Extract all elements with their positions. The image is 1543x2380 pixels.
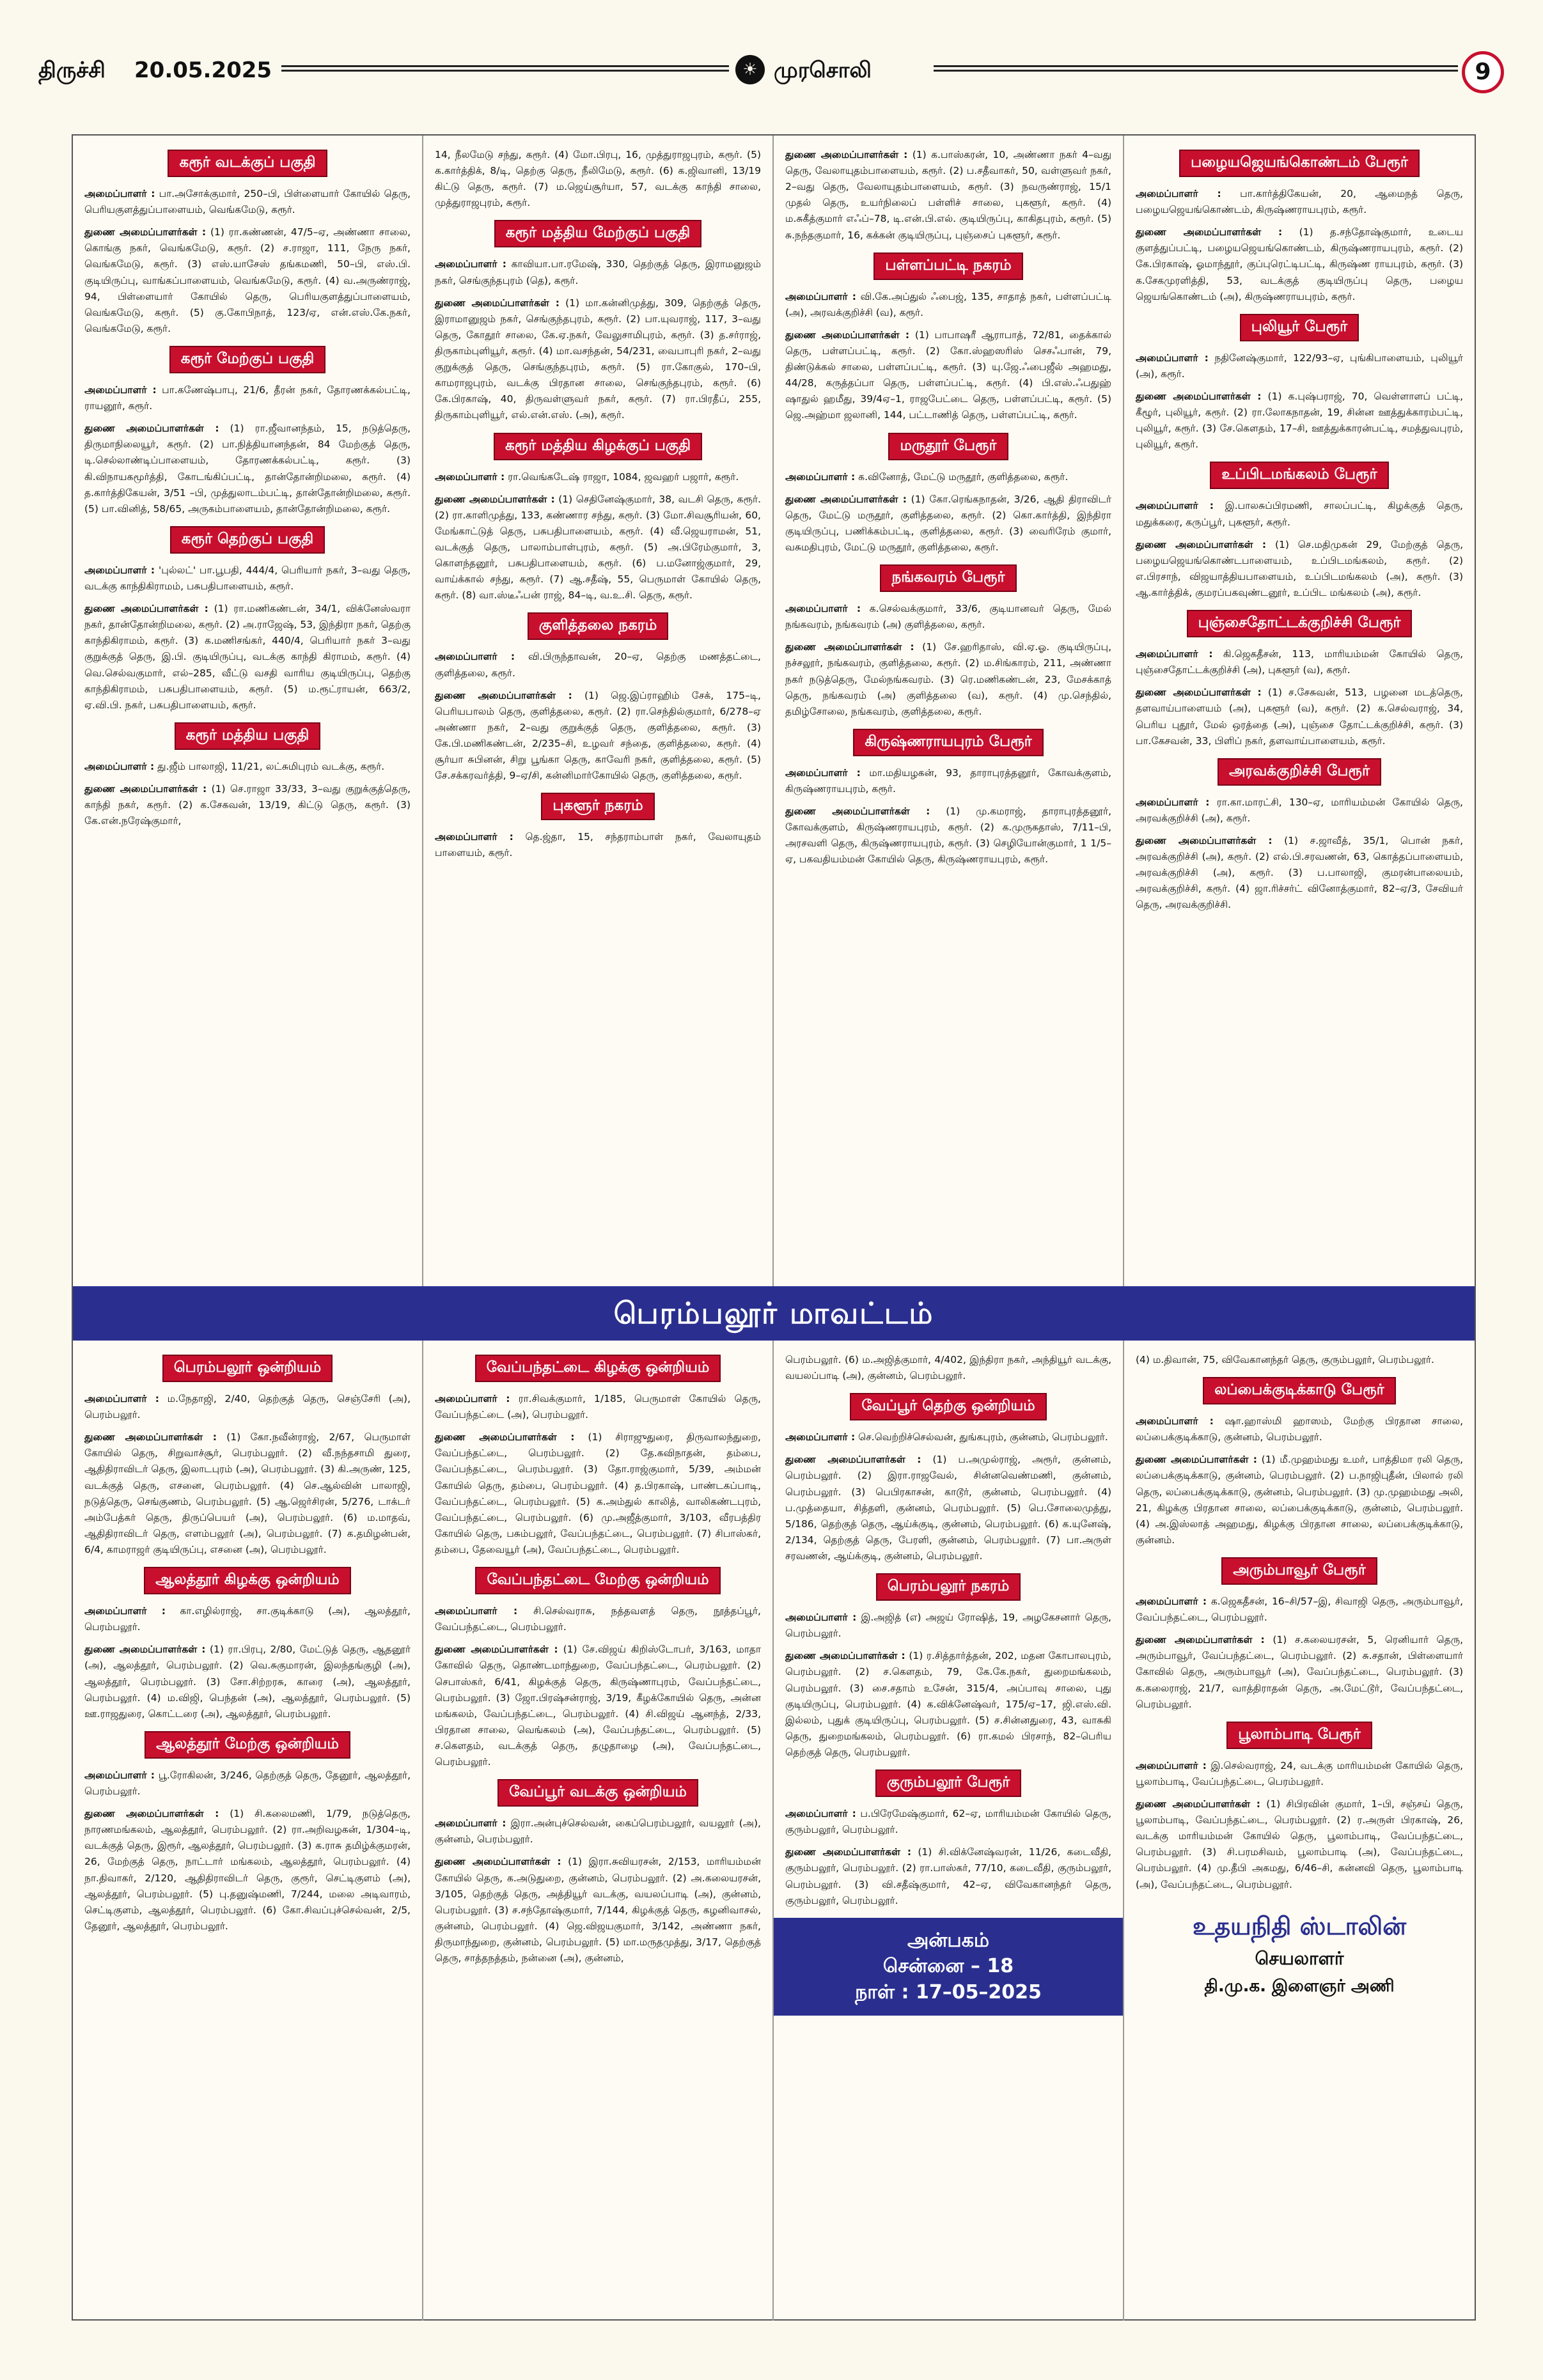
unit-heading: அரவக்குறிச்சி பேரூர் (1218, 758, 1381, 786)
unit-heading: புஞ்சைதோட்டக்குறிச்சி பேரூர் (1187, 610, 1413, 637)
organiser-role-label: அமைப்பாளர் : (435, 1393, 510, 1404)
unit-heading-wrap (1136, 758, 1463, 786)
deputy-details: (1) மீ.முஹம்மது உமர், பாத்திமா ரலி தெரு, லப்பைக்குடிக்காடு, குன்னம், பெரம்பலூர். (2) ப.நாஜிபுதீன், பிலால் ரலி தெரு, லப்பைக்குடிக்காடு, குன்னம், பெரம்பலூர். (3) மு.முஹம்மது அலி, 21, கிழக்கு பிரதான சாலை, லப்பைக்குடிக்காடு, குன்னம், பெரம்பலூர். (4) அ.இஸ்லாத் அஹமது, கிழக்கு பிரதான சாலை, லப்பைக்குடிக்காடு, குன்னம். (1136, 1454, 1464, 1546)
unit-heading: நங்கவரம் பேரூர் (880, 564, 1016, 592)
unit-heading: கரூர் மேற்குப் பகுதி (169, 346, 325, 373)
deputy-role-label: துணை அமைப்பாளர்கள் : (435, 1856, 561, 1868)
unit-heading: குரும்பலூர் பேரூர் (875, 1769, 1021, 1797)
organiser-para (1136, 1758, 1463, 1790)
organiser-details: ரா.சிவக்குமார், 1/185, பெருமாள் கோயில் தெரு, வேப்பந்தட்டை (அ), பெரம்பலூர். (435, 1393, 761, 1421)
organiser-details: இ.செல்வராஜ், 24, வடக்கு மாரியம்மன் கோயில் தெரு, பூலாம்பாடி, வேப்பந்தட்டை, பெரம்பலூர். (1136, 1759, 1463, 1787)
deputy-para (1136, 1452, 1463, 1548)
organiser-role-label: அமைப்பாளர் : (785, 471, 856, 483)
unit-heading-wrap (1136, 314, 1463, 341)
organiser-para (785, 469, 1111, 485)
deputy-para (84, 781, 411, 829)
unit-heading-wrap (1136, 1377, 1463, 1404)
organiser-role-label: அமைப்பாளர் : (1136, 1595, 1207, 1607)
issued-from-line1: அன்பகம் (907, 1929, 990, 1952)
organiser-role-label: அமைப்பாளர் : (1136, 796, 1210, 808)
unit-heading-wrap (1136, 1557, 1463, 1585)
deputy-details: (1) செ.ராஜா 33/33, 3–வது குறுக்குத்தெரு, காந்தி நகர், கரூர். (2) க.சேகவன், 13/19, கிட்டு தெரு, கரூர். (3) கே.என்.நரேஷ்குமார், (84, 782, 411, 827)
unit-entry (785, 147, 1111, 244)
deputy-details: பெரம்பலூர். (6) ம.அஜித்குமார், 4/402, இந்திரா நகர், அந்தியூர் வடக்கு, வயலப்பாடி (அ), குன்னம், பெரம்பலூர். (785, 1354, 1111, 1382)
organiser-role-label: அமைப்பாளர் : (785, 290, 856, 302)
deputy-role-label: துணை அமைப்பாளர்கள் : (84, 423, 219, 435)
unit-entry (84, 526, 411, 713)
organiser-details: இ.பாலசுப்பிரமணி, சாலப்பட்டி, கிழக்குத் தெரு, மதுக்கரை, கருப்பூர், புகளூர், கரூர். (1136, 500, 1463, 528)
unit-entry (1136, 1377, 1463, 1548)
edition-city: திருச்சி (38, 58, 106, 83)
column-3 (774, 136, 1124, 1286)
unit-entry (785, 729, 1111, 868)
organiser-para (785, 1429, 1111, 1445)
organiser-role-label: அமைப்பாளர் : (84, 564, 155, 576)
unit-heading-wrap (1136, 462, 1463, 489)
organiser-para (1136, 646, 1463, 678)
deputy-para (435, 1642, 761, 1770)
deputy-para (1136, 224, 1463, 305)
masthead-rule-right (934, 65, 1458, 72)
deputy-details: (1) ரா.மணிகண்டன், 34/1, விக்னேஸ்வரா நகர், தான்தோன்றிமலை, கரூர். (2) அ.ராஜேஷ், 53, இந்திரா நகர், தெற்கு காந்திகிராமம், கரூர். (3) க.மணிசங்கர், 440/4, பெரியார் நகர் 3–வது குறுக்குத் தெரு, இ.பி. குடியிருப்பு, வடக்கு காந்தி கிராமம், கரூர். (4) வெ.செல்வகுமார், எல்–285, வீட்டு வசதி வாரிய குடியிருப்பு, தெற்கு காந்திகிராமம், பசுபதிபாளையம், கரூர். (5) ம.ரூட்ராயன், 663/2, ஏ.வி.பி. நகர், பசுபதிபாளையம், கரூர். (84, 603, 411, 711)
unit-entry (1136, 610, 1463, 749)
organiser-role-label: அமைப்பாளர் : (84, 384, 157, 396)
deputy-para (435, 1854, 761, 1966)
unit-heading-wrap (785, 564, 1111, 592)
deputy-para (435, 1429, 761, 1558)
unit-entry (785, 253, 1111, 424)
unit-heading-wrap (435, 220, 761, 247)
organiser-para (435, 469, 761, 485)
deputy-role-label: துணை அமைப்பாளர்கள் : (435, 297, 560, 309)
organiser-role-label: அமைப்பாளர் : (1136, 500, 1214, 512)
signatory-name: உதயநிதி ஸ்டாலின் (1192, 1911, 1407, 1940)
organiser-details: து.ஜீம் பாலாஜி, 11/21, லட்சுமிபுரம் வடக்கு, கரூர். (157, 760, 385, 772)
deputy-para (1136, 1632, 1463, 1713)
unit-heading: பெரம்பலூர் நகரம் (876, 1573, 1021, 1601)
organiser-details: பா.கணேஷ்பாபு, 21/6, தீரன் நகர், தோரணக்கல்பட்டி, ராயனூர், கரூர். (84, 384, 411, 412)
organiser-para (1136, 795, 1463, 827)
deputy-role-label: துணை அமைப்பாளர்கள் : (785, 149, 908, 160)
organiser-role-label: அமைப்பாளர் : (435, 1605, 518, 1617)
organiser-details: கி.ஜெகதீசன், 113, மாரியம்மன் கோயில் தெரு, புஞ்சைதோட்டக்குறிச்சி (அ), புகளூர் (வ), கரூர். (1136, 648, 1463, 676)
unit-heading-wrap (435, 433, 761, 460)
organiser-details: க.ஜெகதீசன், 16–சி/57–இ, சிவாஜி தெரு, அரும்பாவூர், வேப்பந்தட்டை, பெரம்பலூர். (1136, 1595, 1464, 1624)
organiser-details: இ.அஜித் (எ) அஜய் ரோஷித், 19, அழகேசனார் தெரு, பெரம்பலூர். (785, 1612, 1111, 1640)
deputy-para (1136, 1796, 1463, 1893)
unit-heading: கரூர் மத்திய பகுதி (175, 722, 321, 750)
unit-heading-wrap (435, 1355, 761, 1382)
deputy-details: (1) சி.விக்னேஷ்வரன், 11/26, கடைவீதி, குரும்பலூர், பெரம்பலூர். (2) ரா.பாஸ்கர், 77/10, கடைவீதி, குரும்பலூர், பெரம்பலூர். (3) வி.சதீஷ்குமார், 42–ஏ, விவேகானந்தர் தெரு, குரும்பலூர், பெரம்பலூர். (785, 1846, 1111, 1906)
deputy-details: 14, நீலமேடு சந்து, கரூர். (4) மோ.பிரபு, 16, முத்துராஜபுரம், கரூர். (5) க.கார்த்திக், 8/டி, தெற்கு தெரு, நீலிமேடு, கரூர். (6) க.ஜிவானி, 13/19 கிட்டு தெரு, கரூர். (7) ம.ஜெய்சூர்யா, 57, வடக்கு காந்தி சாலை, முத்துராஜபுரம், கரூர். (435, 149, 761, 209)
organiser-details: ரா.வெங்கடேஷ் ராஜா, 1084, ஜவஹர் பஜார், கரூர். (508, 471, 739, 483)
organiser-details: ஷா.ஹாஸ்மி ஹாஸம், மேற்கு பிரதான சாலை, லப்பைக்குடிக்காடு, குன்னம், பெரம்பலூர். (1136, 1415, 1463, 1443)
deputy-para (785, 327, 1111, 424)
organiser-details: பா.அசோக்குமார், 250–பி, பிள்ளையார் கோயில் தெரு, பெரியகுளத்துப்பாளையம், வெங்கமேடு, கரூர். (84, 188, 411, 216)
organiser-details: ப.பிரேமேஷ்குமார், 62–ஏ, மாரியம்மன் கோயில் தெரு, குரும்பலூர், பெரம்பலூர். (785, 1808, 1111, 1836)
organiser-para (84, 1391, 411, 1423)
unit-heading: கரூர் மத்திய கிழக்குப் பகுதி (494, 433, 702, 460)
organiser-details: 'புல்லட்' பா.பூபதி, 444/4, பெரியார் நகர், 3–வது தெரு, வடக்கு காந்திகிராமம், பசுபதிபாளையம், கரூர். (84, 564, 411, 592)
unit-heading: ஆலத்தூர் மேற்கு ஒன்றியம் (145, 1731, 350, 1759)
unit-entry (785, 433, 1111, 556)
masthead (38, 51, 1509, 97)
page-number: 9 (1462, 51, 1504, 93)
unit-heading: குளித்தலை நகரம் (528, 612, 668, 640)
deputy-role-label: துணை அமைப்பாளர்கள் : (785, 493, 907, 505)
unit-heading-wrap (785, 1573, 1111, 1601)
unit-heading: லப்பைக்குடிக்காடு பேரூர் (1203, 1377, 1395, 1404)
page-frame (72, 134, 1476, 2321)
deputy-details: (1) ச.ஜாவீத், 35/1, பொன் நகர், அரவக்குறிச்சி (அ), கரூர். (2) எல்.பி.சரவணன், 63, கொத்தப்பாளையம், அரவக்குறிச்சி (அ), கரூர். (3) ப.பாலாஜி, குமரன்பாலையம், அரவக்குறிச்சி, கரூர். (4) ஜா.ரிச்சர்ட் வினோத்குமார், 82–ஏ/3, சேவியர் தெரு, அரவக்குறிச்சி. (1136, 834, 1463, 911)
karur-section (73, 136, 1475, 1286)
deputy-para (1136, 685, 1463, 749)
deputy-role-label: துணை அமைப்பாளர்கள் : (1136, 834, 1273, 846)
unit-entry (435, 433, 761, 604)
unit-heading: கிருஷ்ணராயபுரம் பேரூர் (853, 729, 1043, 756)
unit-entry (84, 150, 411, 337)
deputy-role-label: துணை அமைப்பாளர்கள் : (84, 226, 207, 238)
organiser-role-label: அமைப்பாளர் : (84, 1605, 166, 1617)
unit-entry (435, 147, 761, 211)
deputy-role-label: துணை அமைப்பாளர்கள் : (785, 1650, 905, 1662)
organiser-role-label: அமைப்பாளர் : (84, 188, 155, 199)
deputy-role-label: துணை அமைப்பாளர்கள் : (84, 1808, 219, 1820)
organiser-details: பா.கார்த்திகேயன், 20, ஆமைநத் தெரு, பழையஜெயங்கொண்டம், கிருஷ்ணராயபுரம், கரூர். (1136, 188, 1463, 216)
deputy-para (84, 1806, 411, 1934)
unit-entry (1136, 758, 1463, 914)
organiser-para (1136, 1413, 1463, 1445)
organiser-para (84, 186, 411, 218)
unit-entry (435, 1567, 761, 1770)
organiser-para (84, 1768, 411, 1800)
deputy-para (785, 147, 1111, 244)
deputy-details: (1) மா.கன்னிமுத்து, 309, தெற்குத் தெரு, இராமானுஜம் நகர், செங்குந்தபுரம், கரூர். (2) பா.யுவராஜ், 117, 3–வது தெரு, கோதூர் சாலை, கே.ஏ.நகர், வேலுசாமிபுரம், கரூர். (3) த.சர்ராஜ், திருகாம்புளியூர், கரூர். (4) மா.வசந்தன், 54/231, வைபாபுரி நகர், 2–வது குறுக்குத் தெரு, செங்குந்தபுரம், கரூர். (5) ரா.கோகுல், 170–பி, காமராஜபுரம், வடக்கு பிரதான சாலை, செங்குந்தபுரம், கரூர். (6) கே.பிரகாஷ், 40, திருவள்ளுவர் நகர், கரூர். (7) ரா.பிரதீப், 255, திருகாம்புளியூர், எல்.என்.எஸ். (அ), கரூர். (435, 297, 762, 421)
unit-heading-wrap (435, 1567, 761, 1594)
unit-entry (1136, 150, 1463, 305)
deputy-para (785, 1648, 1111, 1761)
organiser-para (1136, 1594, 1463, 1626)
organiser-para (785, 1806, 1111, 1838)
deputy-para (785, 1452, 1111, 1564)
organiser-details: பூ.ரோகிலன், 3/246, தெற்குத் தெரு, தேனூர், ஆலத்தூர், பெரம்பலூர். (84, 1769, 411, 1797)
deputy-details: (1) கோ.நவீன்ராஜ், 2/67, பெருமாள் கோயில் தெரு, சிறுவாச்சூர், பெரம்பலூர். (2) வீ.நந்தசாமி துரை, ஆதிதிராவிடர் தெரு, இலாடபுரம் (அ), பெரம்பலூர். (3) கி.அருண், 125, வடக்குத் தெரு, எசனை, பெரம்பலூர். (4) செ.ஆல்வின் பாலாஜி, நடுத்தெரு, செங்குணம், பெரம்பலூர். (5) ஆ.ஜெர்சிரன், 5/276, டாக்டர் அம்பேத்கர் தெரு, திருப்பெயர் (அ), பெரம்பலூர். (6) ம.மாதவ், ஆதிதிராவிடர் தெரு, எளம்பலூர் (அ), பெரம்பலூர். (7) க.தமிழன்பன், 6/4, காமராஜர் குடியிருப்பு, எசனை (அ), பெரம்பலூர். (84, 1431, 411, 1555)
unit-heading-wrap (84, 346, 411, 373)
organiser-para (435, 649, 761, 681)
organiser-details: மா.மதியழகன், 93, தாராபுரத்தனூர், கோவக்குளம், கிருஷ்ணராயபுரம், கரூர். (785, 766, 1111, 795)
deputy-details: (1) கோ.ரெங்கநாதன், 3/26, ஆதி திராவிடர் தெரு, மேட்டு மருதூர், குளித்தலை, கரூர். (2) கொ.கார்த்தி, இந்திரா குடியிருப்பு, பணிக்கம்பட்டி, குளித்தலை, கரூர். (3) வைரிரேம் குமார், வசுமதிபுரம், மேட்டு மருதூர், குளித்தலை, கரூர். (785, 493, 1111, 553)
organiser-role-label: அமைப்பாளர் : (84, 1393, 159, 1404)
deputy-role-label: துணை அமைப்பாளர்கள் : (1136, 1454, 1257, 1466)
deputy-details: (1) சி.கலைமணி, 1/79, நடுத்தெரு, நாரணமங்கலம், ஆலத்தூர், பெரம்பலூர். (2) ரா.அறிவழகன், 1/304–டி, வடக்குத் தெரு, இரூர், ஆலத்தூர், பெரம்பலூர். (3) க.ராசு தமிழ்க்குமரன், 26, மேற்குத் தெரு, நாட்டார் மங்கலம், ஆலத்தூர், பெரம்பலூர். (4) நா.திவாகர், 2/120, ஆதிதிராவிடர் தெரு, குரூர், செட்டிகுளம் (அ), ஆலத்தூர், பெரம்பலூர். (5) பு.தனுஷ்மணி, 7/244, மலை அடிவாரம், செட்டிகுளம், ஆலத்தூர், பெரம்பலூர். (6) கோ.சிவப்புச்செல்வன், 2/5, தேனூர், ஆலத்தூர், பெரம்பலூர். (84, 1808, 411, 1932)
deputy-para (84, 421, 411, 517)
deputy-para (785, 639, 1111, 720)
organiser-details: கா.எழில்ராஜ், சா.குடிக்காடு (அ), ஆலத்தூர், பெரம்பலூர். (84, 1605, 411, 1633)
organiser-details: இரா.அன்புச்செல்வன், கைப்பெரம்பலூர், வயலூர் (அ), குன்னம், பெரம்பலூர். (435, 1817, 761, 1846)
deputy-details: (1) ச.சேசுவன், 513, பழனை மடத்தெரு, தளவாய்பாளையம் (அ), புகளூர் (வ), கரூர். (2) க.செல்வராஜ், 34, பெரிய புதூர், மேல் ஒரத்தை (அ), புஞ்சை தோட்டக்குறிச்சி, கரூர். (3) பா.கேசவன், 33, பிளிப் நகர், தளவாய்பாளையம், கரூர். (1136, 687, 1463, 747)
unit-heading-wrap (785, 433, 1111, 460)
unit-entry (785, 1352, 1111, 1384)
column-1 (73, 1341, 423, 2321)
unit-heading: வேப்பந்தட்டை மேற்கு ஒன்றியம் (475, 1567, 720, 1594)
unit-heading: புகளூர் நகரம் (541, 793, 654, 820)
deputy-role-label: துணை அமைப்பாளர்கள் : (1136, 226, 1283, 238)
organiser-role-label: அமைப்பாளர் : (435, 1817, 506, 1830)
deputy-para (435, 492, 761, 604)
deputy-role-label: துணை அமைப்பாளர்கள் : (1136, 687, 1262, 699)
organiser-para (785, 601, 1111, 633)
organiser-details: வி.கே.அப்துல் ஃபைஜ், 135, சாதாத் நகர், பள்ளப்பட்டி (அ), அரவக்குறிச்சி (வ), கரூர். (785, 290, 1112, 318)
unit-entry (1136, 462, 1463, 601)
organiser-role-label: அமைப்பாளர் : (84, 760, 155, 772)
organiser-para (1136, 350, 1463, 382)
organiser-role-label: அமைப்பாளர் : (785, 1431, 856, 1443)
deputy-details: (1) ரா.கண்ணன், 47/5–ஏ, அண்ணா சாலை, கொங்கு நகர், வெங்கமேடு, கரூர். (2) ச.ராஜா, 111, நேரு நகர், வெங்கமேடு, கரூர். (3) எஸ்.யாசேஸ் தங்கமணி, 50–பி, எஸ்.பி. குடியிருப்பு, வாங்கப்பாளையம், வெங்கமேடு, கரூர். (4) வ.அருண்ராஜ், 94, பிள்ளையார் கோயில் தெரு, பெரியகுளத்துப்பாளையம், வெங்கமேடு, கரூர். (5) கு.கோபிநாத், 123/ஏ, என்.எஸ்.கே.நகர், வெங்கமேடு, கரூர். (84, 226, 411, 334)
deputy-para (1136, 1352, 1463, 1368)
organiser-role-label: அமைப்பாளர் : (84, 1769, 155, 1781)
unit-heading-wrap (785, 1393, 1111, 1420)
deputy-para (84, 601, 411, 713)
deputy-para (435, 688, 761, 784)
unit-heading: மருதூர் பேரூர் (888, 433, 1008, 460)
unit-entry (1136, 1557, 1463, 1713)
deputy-role-label: துணை அமைப்பாளர்கள் : (1136, 1634, 1265, 1646)
unit-entry (785, 564, 1111, 720)
deputy-details: (1) ச.கலையரசன், 5, ரெனியார் தெரு, அரும்பாவூர், வேப்பந்தட்டை, பெரம்பலூர். (2) சு.சதான், பிள்ளையார் கோவில் தெரு, அரும்பாவூர் (அ), வேப்பந்தட்டை, பெரம்பலூர். (3) க.கலைராஜ், 21/7, வாத்திராதன் தெரு, அ.மேட்டூர், வேப்பந்தட்டை, பெரம்பலூர். (1136, 1634, 1463, 1710)
column-3 (774, 1341, 1124, 2321)
deputy-para (1136, 389, 1463, 453)
organiser-role-label: அமைப்பாளர் : (785, 603, 861, 615)
deputy-details: (1) சே.ஹரிதாஸ், வி.ஏ.ஓ. குடியிருப்பு, நச்சலூர், நங்கவரம், குளித்தலை, கரூர். (2) ம.சிங்காரம், 211, அண்ணா நகர் நடுத்தெரு, மேல்நங்கவரம். (3) ரெ.மணிகண்டன், 23, மேசக்காத் தெரு, நங்கவரம் (அ) குளித்தலை (வ), கரூர். (4) மு.செந்தில், தமிழ்சோலை, நங்கவரம், குளித்தலை, கரூர். (785, 641, 1112, 717)
unit-heading: புலியூர் பேரூர் (1240, 314, 1359, 341)
organiser-role-label: அமைப்பாளர் : (1136, 188, 1221, 199)
deputy-para (435, 295, 761, 424)
organiser-role-label: அமைப்பாளர் : (435, 831, 513, 843)
deputy-details: (1) செதினேஷ்குமார், 38, வடசி தெரு, கரூர். (2) ரா.காளிமுத்து, 133, கண்ணார சந்து, கரூர். (3) மோ.சிவசூரியன், 60, மேங்காட்டுத் தெரு, பசுபதிபாளையம், கரூர். (4) வீ.ஜெயராமன், 51, வடக்குத் தெரு, பாலாம்பாள்புரம், கரூர். (5) அ.பிரேம்குமார், 3, கொளந்தனூர், பசுபதிபாளையம், கரூர். (6) ப.மனோஜ்குமார், 29, வாய்க்கால் சந்து, கரூர். (7) ஆ.சதீஷ், 55, பெருமாள் கோயில் தெரு, கரூர். (8) வா.ஸ்டீஃபன் ராஜ், 84–டி, வ.உ.சி. தெரு, கரூர். (435, 493, 762, 602)
deputy-role-label: துணை அமைப்பாளர்கள் : (84, 1644, 206, 1656)
unit-heading-wrap (435, 793, 761, 820)
unit-heading: வேப்பூர் வடக்கு ஒன்றியம் (497, 1779, 698, 1807)
organiser-details: நதினேஷ்குமார், 122/93–ஏ, புங்கிபாளையம், புலியூர் (அ), கரூர். (1136, 352, 1463, 380)
unit-heading-wrap (785, 1769, 1111, 1797)
organiser-role-label: அமைப்பாளர் : (435, 471, 505, 483)
deputy-details: (1) இரா.சுவியரசன், 2/153, மாரியம்மன் கோயில் தெரு, க.அடுதுறை, குன்னம், பெரம்பலூர். (2) அ.கலையரசன், 3/105, தெற்குத் தெரு, அத்தியூர் வடக்கு, வயலப்பாடி (அ), குன்னம், பெரம்பலூர். (3) ச.சந்தோஷ்குமார், 7/144, கிழக்குத் தெரு, கழனிவாசல், குன்னம், பெரம்பலூர். (4) ஜெ.விஜயகுமார், 3/142, அண்ணா நகர், திருமாந்துறை, குன்னம், பெரம்பலூர். (5) மா.மருதமுத்து, 3/17, தெற்குத் தெரு, சாத்தநத்தம், நன்னை (அ), குன்னம், (435, 1856, 761, 1964)
unit-entry (785, 1573, 1111, 1761)
sun-emblem-icon: ☀ (735, 55, 765, 84)
deputy-details: (1) த.சந்தோஷ்குமார், உடைய குளத்துப்பட்டி, பழையஜெயங்கொண்டம், கிருஷ்ணராயபுரம், கரூர். (2) கே.பிரகாஷ், ஓமாந்தூர், குப்புரெட்டிபட்டி, கிருஷ்ண ராயபுரம், கரூர். (3) க.சேகமுரளித்தி, 53, வடக்குத் குடியிருப்பு தெரு, பழைய ஜெயங்கொண்டம் (அ), கிருஷ்ணராயபுரம், கரூர். (1136, 226, 1464, 302)
deputy-role-label: துணை அமைப்பாளர்கள் : (435, 493, 555, 505)
deputy-details: (1) ரா.ஜீவானந்தம், 15, நடுத்தெரு, திருமாநிலையூர், கரூர். (2) பா.நித்தியானந்தன், 84 மேற்குத் தெரு, டி.செல்லாண்டிப்பாளையம், தோரணக்கல்பட்டி, கரூர். (3) கி.விநாயகமூர்த்தி, கோடங்கிப்பட்டி, தான்தோன்றிமலை, கரூர். (4) த.கார்த்திகேயன், 3/51 –பி, முத்துலாடம்பட்டி, தான்தோன்றிமலை, கரூர். (5) பா.வினித், 58/65, அருகம்பாளையம், தான்தோன்றிமலை, கரூர். (84, 423, 411, 515)
unit-heading: அரும்பாவூர் பேரூர் (1221, 1557, 1377, 1585)
unit-heading-wrap (84, 526, 411, 554)
unit-heading-wrap (435, 612, 761, 640)
masthead-rule-left (281, 65, 729, 72)
organiser-para (435, 1603, 761, 1635)
organiser-para (1136, 186, 1463, 218)
unit-heading-wrap (435, 1779, 761, 1807)
column-2 (423, 136, 774, 1286)
deputy-role-label: துணை அமைப்பாளர்கள் : (435, 1644, 558, 1656)
issued-from-line2: சென்னை – 18 (882, 1955, 1014, 1978)
unit-entry (435, 612, 761, 784)
organiser-details: தெ.ஜ்தா, 15, சந்தராம்பாள் நகர், வேலாயுதம் பாளையம், கரூர். (435, 831, 761, 859)
column-4 (1124, 1341, 1475, 2321)
issued-from-box (774, 1918, 1123, 2016)
organiser-details: சி.செல்வராசு, நத்தவளத் தெரு, நூத்தப்பூர், வேப்பந்தட்டை, பெரம்பலூர். (435, 1605, 761, 1633)
signatory-title: செயலாளர் (1255, 1947, 1344, 1969)
newspaper-name: முரசொலி (774, 58, 872, 83)
unit-entry (435, 1779, 761, 1966)
organiser-role-label: அமைப்பாளர் : (785, 766, 861, 779)
unit-heading: உப்பிடமங்கலம் பேரூர் (1210, 462, 1388, 489)
issued-from-line3: நாள் : 17–05–2025 (855, 1980, 1042, 2003)
column-2 (423, 1341, 774, 2321)
unit-heading: கரூர் தெற்குப் பகுதி (170, 526, 325, 554)
edition-date: 20.05.2025 (134, 58, 272, 83)
district-banner: பெரம்பலூர் மாவட்டம் (73, 1286, 1475, 1341)
organiser-details: வி.பிருந்தாவன், 20–ஏ, தெற்கு மணத்தட்டை, குளித்தலை, கரூர். (435, 651, 761, 679)
deputy-role-label: துணை அமைப்பாளர்கள் : (785, 329, 910, 341)
unit-entry (84, 1731, 411, 1934)
organiser-para (785, 289, 1111, 321)
deputy-para (785, 804, 1111, 867)
deputy-para (435, 147, 761, 211)
organiser-para (785, 765, 1111, 797)
organiser-para (84, 1603, 411, 1635)
deputy-details: (1) க.புஷ்பராஜ், 70, வெள்ளாளப் பட்டி, கீழூர், புலியூர், கரூர். (2) ரா.லோகநாதன், 19, சின்ன ஊத்துக்காரம்பட்டி, புலியூர், கரூர். (3) சே.கௌதம், 17–சி, ஊத்துக்காரன்பட்டி, சமத்துவபுரம், புலியூர், கரூர். (1136, 390, 1464, 451)
organiser-para (84, 382, 411, 414)
deputy-para (1136, 833, 1463, 914)
organiser-para (435, 256, 761, 288)
unit-heading: கரூர் மத்திய மேற்குப் பகுதி (494, 220, 702, 247)
unit-heading-wrap (84, 1567, 411, 1594)
unit-heading: பெரம்பலூர் ஒன்றியம் (162, 1355, 333, 1382)
deputy-para (84, 1429, 411, 1558)
signatory-org: தி.மு.க. இளைஞர் அணி (1204, 1976, 1395, 1996)
organiser-details: காவியா.பா.ரமேஷ், 330, தெற்குத் தெரு, இராமனுஜம் நகர், செங்குந்தபுரம் (தெ), கரூர். (435, 258, 761, 286)
deputy-role-label: துணை அமைப்பாளர்கள் : (84, 603, 208, 615)
unit-entry (435, 220, 761, 423)
unit-heading: வேப்பூர் தெற்கு ஒன்றியம் (850, 1393, 1046, 1420)
organiser-para (84, 563, 411, 595)
organiser-role-label: அமைப்பாளர் : (1136, 1415, 1214, 1427)
organiser-details: செ.வெற்றிச்செல்வன், துங்கபுரம், குன்னம், பெரம்பலூர். (858, 1431, 1108, 1443)
deputy-details: (1) ர.சித்தார்த்தன், 202, மதன கோபாலபுரம், பெரம்பலூர். (2) ச.கௌதம், 79, கே.கே.நகர், துறைமங்கலம், பெரம்பலூர். (3) சை.சதாம் உசேன், 315/4, அப்பாவு சாலை, புது குடியிருப்பு, பெரம்பலூர். (4) க.விக்னேஷ்வர், 175/ஏ–17, ஜி.எஸ்.வி. இல்லம், புதுக் குடியிருப்பு, பெரம்பலூர். (5) ச.சின்னதுரை, 43, வாசுகி தெரு, துறைமங்கலம், பெரம்பலூர். (6) ரா.கமல் பிரசாந், 82–பெரிய தெற்குத் தெரு, பெரம்பலூர். (785, 1650, 1111, 1758)
organiser-para (435, 829, 761, 861)
column-1 (73, 136, 423, 1286)
deputy-role-label: துணை அமைப்பாளர்கள் : (435, 1431, 575, 1443)
deputy-details: (1) சே.விஜய் கிறிஸ்டோபர், 3/163, மாதா கோவில் தெரு, தொண்டமாந்துறை, வேப்பந்தட்டை, பெரம்பலூர். (2) செபாஸ்கர், 6/41, கிழக்குத் தெரு, கிருஷ்ணாபுரம், வேப்பந்தட்டை, பெரம்பலூர். (3) ஜோ.பிரஷ்சன்ராஜ், 3/19, கீழக்கோயில் தெரு, அன்ன மங்கலம், வேப்பந்தட்டை, பெரம்பலூர். (4) சி.விஜய் ஆனந்த், 2/33, பிரதான சாலை, வெங்கலம் (அ), வேப்பந்தட்டை, பெரம்பலூர். (5) ச.கௌதம், வடக்குத் தெரு, தழுதாழை (அ), வேப்பந்தட்டை, பெரம்பலூர். (435, 1644, 762, 1768)
deputy-details: (1) சிராஜுதுரை, திருவாலந்துறை, வேப்பந்தட்டை, பெரம்பலூர். (2) தே.கவிநாதன், தம்பை, வேப்பந்தட்டை, பெரம்பலூர். (3) தோ.ராஜ்குமார், 5/39, அம்மன் கோயில் தெரு, தம்பை, பெரம்பலூர். (4) த.பிரகாஷ், பாண்டகப்பாடி, வேப்பந்தட்டை, பெரம்பலூர். (5) க.அம்துல் காலித், வாலிகண்டபுரம், வேப்பந்தட்டை, பெரம்பலூர். (6) மு.அஜீத்குமார், 3/103, வீரபத்திர கோயில் தெரு, பசும்பலூர், வேப்பந்தட்டை, பெரம்பலூர். (7) சிபாஸ்கர், தம்பை, தேவையூர் (அ), வேப்பந்தட்டை, பெரம்பலூர். (435, 1431, 761, 1555)
organiser-role-label: அமைப்பாளர் : (785, 1612, 857, 1624)
organiser-role-label: அமைப்பாளர் : (1136, 648, 1213, 660)
unit-heading: பழையஜெயங்கொண்டம் பேரூர் (1179, 150, 1420, 177)
organiser-role-label: அமைப்பாளர் : (435, 651, 515, 663)
unit-heading: வேப்பந்தட்டை கிழக்கு ஒன்றியம் (475, 1355, 721, 1382)
organiser-role-label: அமைப்பாளர் : (785, 1808, 856, 1820)
deputy-para (84, 224, 411, 337)
unit-heading-wrap (1136, 610, 1463, 637)
unit-entry (435, 793, 761, 861)
deputy-details: (1) பாபாஷரீ ஆராபாத், 72/81, தைக்கால் தெரு, பள்ளப்பட்டி, கரூர். (2) கோ.ஸ்ஹஸரிஸ் செசஃபான், 79, திண்டுக்கல் சாலை, பள்ளப்பட்டி, கரூர். (3) யு.ஜே.ஃபைஜீல் அஹமது, 44/28, கருத்தப்பா தெரு, பள்ளப்பட்டி, கரூர். (4) பி.எஸ்.ஃபதுஹ் ஷாதுல் ஹமீது, 39/4ஏ–1, ராஜபேட்டை தெரு, பள்ளப்பட்டி, கரூர். (5) ஜெ.அஹ்மா ஜலானி, 144, பட்டாணித் தெரு, பள்ளப்பட்டி, கரூர். (785, 329, 1111, 421)
deputy-role-label: துணை அமைப்பாளர்கள் : (1136, 1798, 1261, 1810)
deputy-details: (1) மு.கமராஜ், தாராபுரத்தனூர், கோவக்குளம், கிருஷ்ணராயபுரம், கரூர். (2) க.முருகதாஸ், 7/11–பி, அரசவளி தெரு, கிருஷ்ணராயபுரம், கரூர். (3) செழியோன்குமார், 1 1/5–ஏ, பகவதியம்மன் கோயில் தெரு, கிருஷ்ணராயபுரம், கரூர். (785, 805, 1111, 866)
unit-heading-wrap (785, 253, 1111, 280)
organiser-role-label: அமைப்பாளர் : (1136, 352, 1209, 364)
unit-entry (84, 346, 411, 517)
unit-heading-wrap (785, 729, 1111, 756)
unit-heading: ஆலத்தூர் கிழக்கு ஒன்றியம் (144, 1567, 350, 1594)
organiser-details: ம.நேதாஜி, 2/40, தெற்குத் தெரு, செஞ்சேரி (அ), பெரம்பலூர். (84, 1393, 411, 1421)
organiser-para (84, 759, 411, 775)
deputy-details: (1) ரா.பிரபு, 2/80, மேட்டுத் தெரு, ஆதனூர் (அ), ஆலத்தூர், பெரம்பலூர். (2) வெ.சுகுமாரன், இலந்தங்குழி (அ), ஆலத்தூர், பெரம்பலூர். (3) சோ.சிற்றரசு, காரை (அ), ஆலத்தூர், பெரம்பலூர். (4) ம.விஜி, பெந்தன் (அ), ஆலத்தூர், பெரம்பலூர். (5) ஊ.ராஜதுரை, கொட்டரை (அ), ஆலத்தூர், பெரம்பலூர். (84, 1644, 411, 1720)
unit-heading-wrap (1136, 1722, 1463, 1749)
deputy-role-label: துணை அமைப்பாளர்கள் : (84, 1431, 217, 1443)
deputy-details: (1) க.பாஸ்கரன், 10, அண்ணா நகர் 4–வது தெரு, வேலாயுதம்பாளையம், கரூர். (2) ப.சதீவாகர், 50, வள்ளுவர் நகர், 2–வது தெரு, வேலாயுதம்பாளையம், கரூர். (3) நவருண்ராஜ், 15/1 முதல் தெரு, உயர்நிலைப் பள்ளிச் சாலை, புகளூர், கரூர். (4) ம.சுகீத்குமார் எஃப்–78, டி.என்.பி.எல். குடியிருப்பு, காகிதபுரம், கரூர். (5) சு.நந்தகுமார், 16, கக்கன் குடியிருப்பு, புஞ்சைப் புகளூர், கரூர். (785, 149, 1112, 241)
unit-heading: பூலாம்பாடி பேரூர் (1226, 1722, 1372, 1749)
unit-entry (785, 1393, 1111, 1564)
unit-heading-wrap (84, 1355, 411, 1382)
deputy-details: (1) ஜெ.இப்ராஹிம் சேக், 175–டி, பெரியபாலம் தெரு, குளித்தலை, கரூர். (2) ரா.செந்தில்குமார், 6/278–ஏ அண்ணா நகர், 2–வது குறுக்குத் தெரு, குளித்தலை, கரூர். (3) கே.பி.மணிகண்டன், 2/235–சி, உழவர் சந்தை, குளித்தலை, கரூர். (4) சூர்யா சுபினன், சிறு பூங்கா தெரு, காவேரி நகர், குளித்தலை, கரூர். (5) சே.சக்கரவர்த்தி, 9–ஏ/சி, கன்னிமார்கோயில் தெரு, குளித்தலை, கரூர். (435, 689, 761, 782)
deputy-role-label: துணை அமைப்பாளர்கள் : (785, 805, 930, 818)
organiser-details: க.செல்வக்குமார், 33/6, குடியானவர் தெரு, மேல் நங்கவரம், நங்கவரம் (அ) குளித்தலை, கரூர். (785, 603, 1111, 631)
signatory-box (1136, 1912, 1463, 1998)
deputy-details: (1) ப.அமுல்ராஜ், அரூர், குன்னம், பெரம்பலூர். (2) இரா.ராஜவேல், சின்னவெண்மணி, குன்னம், பெரம்பலூர். (3) பெபிரகாசன், காடூர், குன்னம், பெரம்பலூர். (4) ப.முத்தையா, சித்தளி, குன்னம், பெரம்பலூர். (5) பெ.சோலைமுத்து, 5/186, தெற்குத் தெரு, ஆய்க்குடி, குன்னம், பெரம்பலூர். (6) க.யுனேஷ், 2/134, தெற்குத் தெரு, பேரளி, குன்னம், பெரம்பலூர். (7) பா.அருள் சரவணன், ஆய்க்குடி, குன்னம், பெரம்பலூர். (785, 1454, 1111, 1562)
unit-entry (1136, 1352, 1463, 1368)
deputy-role-label: துணை அமைப்பாளர்கள் : (1136, 538, 1267, 550)
deputy-details: (1) செ.மதிமுகன் 29, மேற்குத் தெரு, பழையஜெயங்கொண்டபாளையம், உப்பிடமங்கலம், கரூர். (2) எ.பிரசாந், விஜயாத்தியபாளையம், உப்பிடமங்கலம் (அ), கரூர். (3) ஆ.கார்த்திக், குமரப்பகவுண்டனூர், உப்பிட மங்கலம் (அ), கரூர். (1136, 538, 1463, 598)
deputy-para (785, 492, 1111, 556)
deputy-details: (1) சிபிரவின் குமார், 1–பி, சஞ்சய் தெரு, பூலாம்பாடி, வேப்பந்தட்டை, பெரம்பலூர். (2) ர.அருள் பிரகாஷ், 26, வடக்கு மாரியம்மன் கோயில் தெரு, பூலாம்பாடி, வேப்பந்தட்டை, பெரம்பலூர். (3) சி.பரமசிவம், பூலாம்பாடி (அ), வேப்பந்தட்டை, பெரம்பலூர். (4) மு.தீபி அகமது, 6/46–சி, கன்னவி தெரு, பூலாம்பாடி (அ), வேப்பந்தட்டை, பெரம்பலூர். (1136, 1798, 1463, 1890)
deputy-para (785, 1352, 1111, 1384)
deputy-role-label: துணை அமைப்பாளர்கள் : (84, 782, 207, 795)
unit-heading-wrap (84, 1731, 411, 1759)
organiser-para (435, 1816, 761, 1847)
deputy-details: (4) ம.திவான், 75, விவேகானந்தர் தெரு, குரும்பலூர், பெரம்பலூர். (1136, 1354, 1434, 1365)
organiser-role-label: அமைப்பாளர் : (1136, 1759, 1207, 1771)
unit-entry (1136, 314, 1463, 453)
deputy-para (785, 1844, 1111, 1908)
deputy-para (84, 1642, 411, 1722)
unit-heading: பள்ளப்பட்டி நகரம் (873, 253, 1022, 280)
organiser-role-label: அமைப்பாளர் : (435, 258, 506, 270)
unit-entry (1136, 1722, 1463, 1893)
unit-entry (785, 1769, 1111, 1909)
organiser-details: ரா.கா.மாரட்சி, 130–ஏ, மாரியம்மன் கோயில் தெரு, அரவக்குறிச்சி (அ), கரூர். (1136, 796, 1463, 824)
unit-entry (84, 1355, 411, 1558)
unit-entry (84, 1567, 411, 1722)
perambalur-section (73, 1341, 1475, 2321)
deputy-role-label: துணை அமைப்பாளர்கள் : (435, 689, 572, 701)
unit-heading-wrap (84, 150, 411, 177)
unit-heading-wrap (84, 722, 411, 750)
deputy-role-label: துணை அமைப்பாளர்கள் : (785, 1846, 912, 1858)
deputy-role-label: துணை அமைப்பாளர்கள் : (1136, 390, 1262, 402)
organiser-para (785, 1610, 1111, 1642)
unit-entry (435, 1355, 761, 1558)
organiser-details: க.வினோத், மேட்டு மருதூர், குளித்தலை, கரூர். (858, 471, 1069, 483)
unit-heading-wrap (1136, 150, 1463, 177)
column-4 (1124, 136, 1475, 1286)
unit-heading: கரூர் வடக்குப் பகுதி (168, 150, 327, 177)
deputy-role-label: துணை அமைப்பாளர்கள் : (785, 1454, 921, 1466)
unit-entry (84, 722, 411, 829)
organiser-para (1136, 498, 1463, 530)
deputy-para (1136, 537, 1463, 601)
deputy-role-label: துணை அமைப்பாளர்கள் : (785, 641, 914, 653)
organiser-para (435, 1391, 761, 1423)
